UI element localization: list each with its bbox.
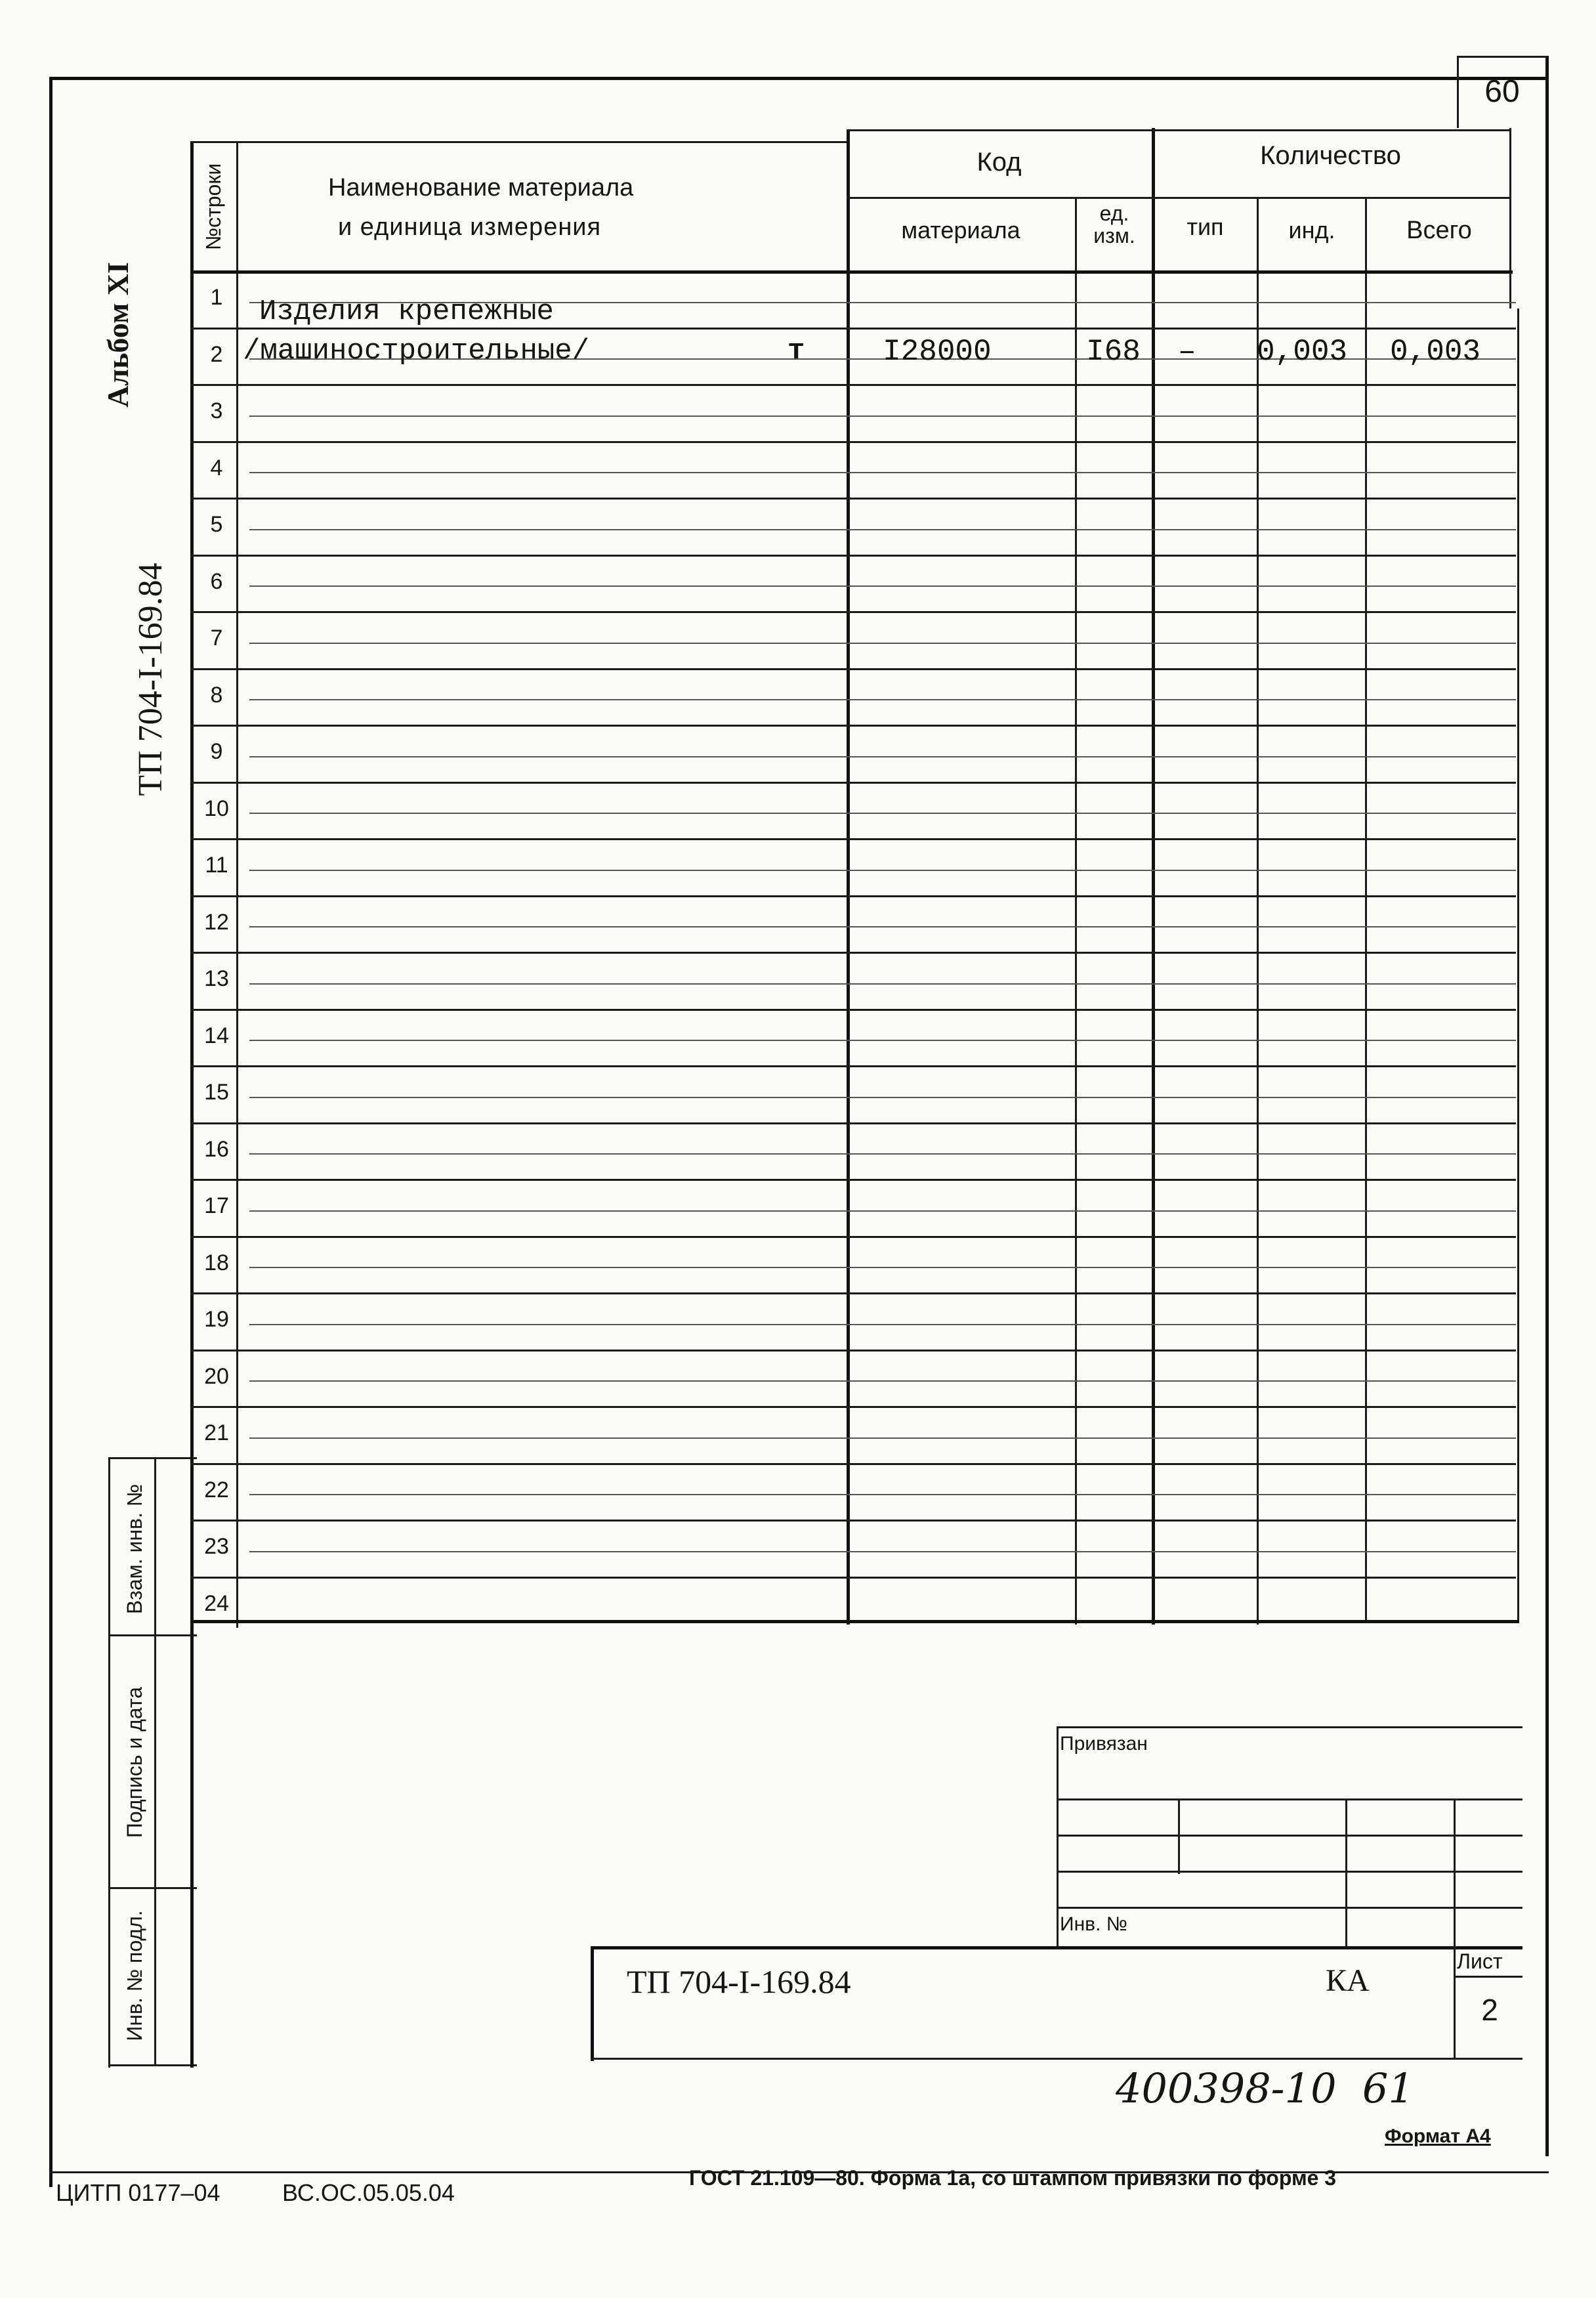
row-subline xyxy=(249,1153,1516,1155)
side-stamp-label-inv: Инв. № подл. xyxy=(123,1910,146,2041)
frame-right xyxy=(1545,56,1549,2156)
row-subline xyxy=(249,529,1516,530)
header-name: Наименование материала xyxy=(328,174,634,202)
row-number: 18 xyxy=(204,1250,229,1275)
row-number: 3 xyxy=(210,398,223,423)
row-1-name: Изделия крепежные xyxy=(259,295,554,328)
row-separator xyxy=(190,725,1516,727)
row-number: 5 xyxy=(210,512,223,537)
header-unit: ед. изм. xyxy=(1093,202,1135,247)
main-stamp-left xyxy=(591,1946,594,2061)
stamp-doc-code: ТП 704-I-169.84 xyxy=(627,1963,851,2000)
row-number: 21 xyxy=(204,1420,229,1445)
col-line-tip xyxy=(1257,197,1259,1625)
row-subline xyxy=(249,1324,1516,1325)
page-number-box-top xyxy=(1457,56,1547,58)
page-number: 60 xyxy=(1484,74,1520,109)
stamp-mark: КА xyxy=(1326,1963,1370,1998)
row-separator xyxy=(190,555,1516,557)
row-number: 2 xyxy=(210,342,223,367)
row-subline xyxy=(249,983,1516,985)
header-name-line2: и единица измерения xyxy=(338,213,602,241)
row-number: 13 xyxy=(204,966,229,991)
main-stamp-top xyxy=(591,1946,1522,1949)
row-2-unit: I68 xyxy=(1086,335,1141,369)
header-top-right xyxy=(847,129,1511,131)
sheet-col-left xyxy=(1454,1946,1456,2058)
row-separator xyxy=(190,895,1516,897)
row-2-total: 0,003 xyxy=(1390,335,1481,369)
row-number: 9 xyxy=(210,739,223,764)
row-number: 20 xyxy=(204,1364,229,1389)
frame-left xyxy=(49,77,52,2187)
col-line-left xyxy=(190,141,194,2068)
row-number: 7 xyxy=(210,626,223,650)
row-separator xyxy=(190,838,1516,840)
privyazan-label: Привязан xyxy=(1060,1733,1148,1755)
privyazan-col1 xyxy=(1178,1798,1180,1874)
row-separator xyxy=(190,1463,1516,1465)
header-sub xyxy=(847,197,1511,199)
row-number: 12 xyxy=(204,910,229,935)
row-separator xyxy=(190,952,1516,954)
row-separator xyxy=(190,1122,1516,1124)
row-number: 14 xyxy=(204,1023,229,1048)
col-line-name xyxy=(847,131,850,1625)
row-number: 15 xyxy=(204,1080,229,1105)
row-number: 4 xyxy=(210,456,223,480)
header-quantity: Количество xyxy=(1260,141,1401,170)
frame-top xyxy=(49,77,1549,80)
row-separator xyxy=(190,1292,1516,1294)
footer-mid: ВС.ОС.05.05.04 xyxy=(282,2179,455,2206)
row-subline xyxy=(249,756,1516,757)
row-number: 16 xyxy=(204,1137,229,1162)
row-separator xyxy=(190,1179,1516,1181)
row-subline xyxy=(249,472,1516,473)
row-number: 23 xyxy=(204,1534,229,1559)
row-2-code: I28000 xyxy=(883,335,992,369)
row-separator xyxy=(190,1009,1516,1011)
inv-no-label: Инв. № xyxy=(1060,1913,1127,1935)
format-label: Формат А4 xyxy=(1385,2125,1491,2147)
header-material: материала xyxy=(901,217,1020,244)
row-2-tip: – xyxy=(1178,335,1196,369)
privyazan-div2 xyxy=(1057,1835,1522,1837)
row-separator xyxy=(190,1520,1516,1521)
row-number: 19 xyxy=(204,1307,229,1332)
row-subline xyxy=(249,1267,1516,1268)
header-total: Всего xyxy=(1406,217,1472,244)
col-line-code xyxy=(1075,197,1077,1625)
handwritten-number: 400398-10 61 xyxy=(1116,2064,1414,2112)
privyazan-top xyxy=(1057,1726,1522,1728)
album-label: Альбом XI xyxy=(101,262,135,408)
row-separator xyxy=(190,1236,1516,1238)
row-number: 22 xyxy=(204,1478,229,1502)
sheet-label: Лист xyxy=(1457,1949,1503,1973)
row-number: 1 xyxy=(210,285,223,310)
col-line-rowno xyxy=(236,141,238,1628)
col-line-right-lower xyxy=(1517,309,1519,1621)
row-separator xyxy=(190,668,1516,670)
side-stamp-label-vzam: Взам. инв. № xyxy=(123,1483,146,1615)
row-subline xyxy=(249,699,1516,700)
row-subline xyxy=(249,870,1516,871)
side-stamp-mid xyxy=(154,1457,156,2064)
row-number: 24 xyxy=(204,1591,229,1616)
header-top xyxy=(190,141,847,143)
header-row-no: №строки xyxy=(201,163,225,251)
page-number-box-left xyxy=(1457,56,1459,128)
row-separator xyxy=(190,1577,1516,1579)
main-stamp-bottom xyxy=(591,2058,1522,2060)
row-subline xyxy=(249,1437,1516,1439)
row-separator xyxy=(190,782,1516,784)
row-subline xyxy=(249,813,1516,814)
row-subline xyxy=(249,926,1516,927)
sheet-number: 2 xyxy=(1481,1993,1498,2027)
row-2-ind: 0,003 xyxy=(1257,335,1348,369)
row-separator xyxy=(190,1350,1516,1351)
footer-right: ГОСТ 21.109—80. Форма 1а, со штампом привязки по форме 3 xyxy=(689,2166,1337,2190)
row-subline xyxy=(249,1494,1516,1495)
privyazan-left xyxy=(1057,1726,1059,1949)
row-subline xyxy=(249,1551,1516,1552)
side-stamp-label-podpis: Подпись и дата xyxy=(123,1686,146,1839)
privyazan-col2 xyxy=(1345,1798,1347,1946)
privyazan-div1 xyxy=(1057,1798,1522,1800)
row-separator xyxy=(190,1406,1516,1408)
row-2-unit-symbol: т xyxy=(788,335,805,368)
row-subline xyxy=(249,585,1516,587)
row-subline xyxy=(249,1210,1516,1212)
sheet-col-div xyxy=(1454,1976,1522,1978)
footer-left: ЦИТП 0177–04 xyxy=(56,2179,220,2206)
header-tip: тип xyxy=(1186,213,1224,240)
row-separator xyxy=(190,498,1516,500)
row-separator xyxy=(190,441,1516,443)
col-line-unit xyxy=(1152,128,1155,1625)
row-2-name: /машиностроительные/ xyxy=(243,335,590,368)
row-subline xyxy=(249,415,1516,417)
privyazan-col3 xyxy=(1454,1798,1456,1946)
side-stamp-left xyxy=(108,1457,110,2068)
row-number: 8 xyxy=(210,683,223,708)
side-stamp-bottom xyxy=(108,2064,197,2066)
row-separator xyxy=(190,611,1516,613)
row-number: 10 xyxy=(204,796,229,821)
row-subline xyxy=(249,1097,1516,1098)
header-ind: инд. xyxy=(1288,217,1335,244)
header-bottom xyxy=(190,270,1513,274)
row-subline xyxy=(249,643,1516,644)
header-code: Код xyxy=(976,148,1022,177)
row-subline xyxy=(249,1380,1516,1382)
side-stamp-top xyxy=(108,1457,197,1459)
privyazan-div3 xyxy=(1057,1871,1522,1873)
row-subline xyxy=(249,1040,1516,1041)
row-number: 11 xyxy=(205,853,228,878)
row-separator xyxy=(190,1065,1516,1067)
row-number: 17 xyxy=(204,1193,229,1218)
table-bottom xyxy=(190,1620,1519,1623)
side-project-code: ТП 704-I-169.84 xyxy=(132,563,169,796)
row-separator xyxy=(190,384,1516,386)
row-number: 6 xyxy=(210,569,223,594)
privyazan-div4 xyxy=(1057,1907,1522,1909)
